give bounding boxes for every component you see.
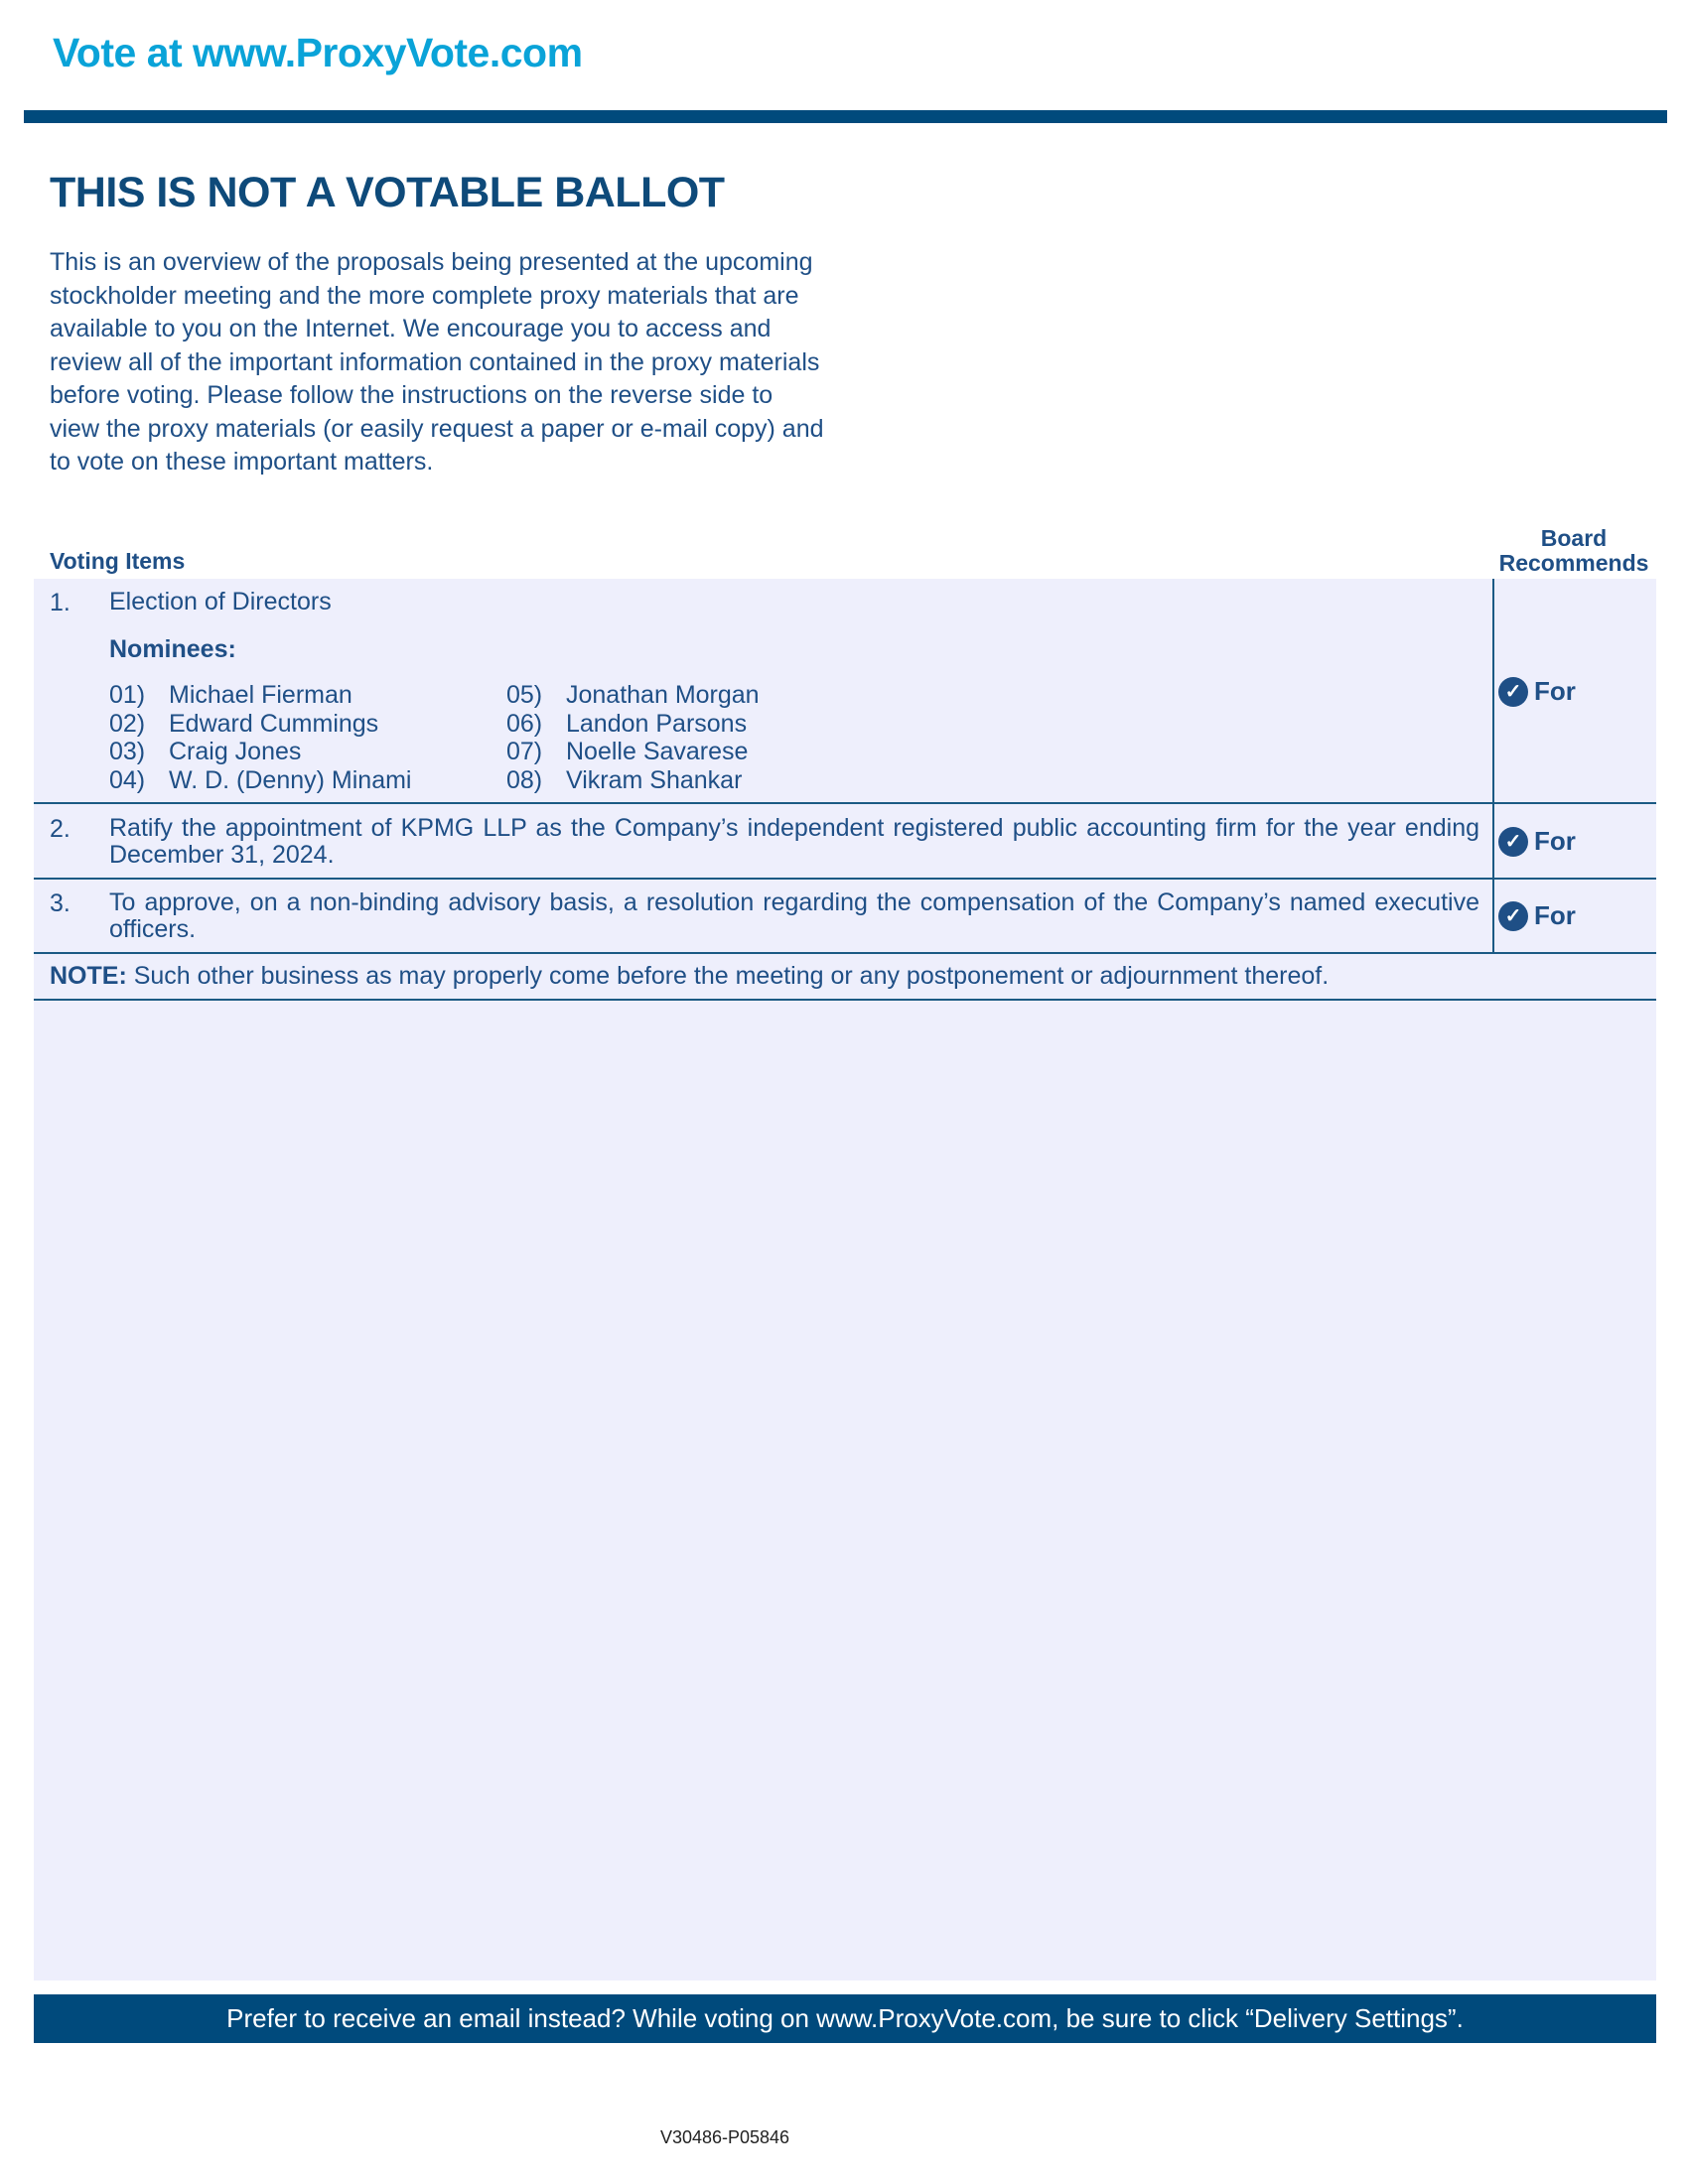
board-label: Board — [1540, 525, 1608, 551]
recommends-label: Recommends — [1498, 550, 1649, 576]
nominee: 05) Jonathan Morgan — [506, 681, 760, 709]
item-number: 2. — [50, 815, 70, 843]
nominee: 06) Landon Parsons — [506, 709, 748, 738]
nominee: 04) W. D. (Denny) Minami — [109, 765, 412, 794]
recommendation: ✓ For — [1498, 826, 1576, 857]
header-divider — [24, 110, 1667, 123]
item-text: Election of Directors — [109, 588, 332, 615]
row-divider — [34, 878, 1656, 880]
intro-paragraph: This is an overview of the proposals being presented at the upcoming stockholder meeting and the more complete proxy materials that are available to you on the Internet. We encourage you to access and review all of the important information contained in the proxy materials before voting. Please follow the instructions on the reverse side to view the proxy materials (or easily request a paper or e-mail copy) and to vote on these important matters. — [50, 248, 824, 476]
row-divider — [34, 952, 1656, 954]
document-code: V30486-P05846 — [659, 2127, 790, 2147]
item-number: 1. — [50, 589, 70, 616]
recommendation: ✓ For — [1498, 900, 1576, 931]
nominee: 03) Craig Jones — [109, 738, 302, 765]
voting-items-header: Voting Items — [50, 548, 186, 574]
nominee: 02) Edward Cummings — [109, 709, 379, 738]
nominees-label: Nominees: — [109, 635, 236, 663]
page-title: THIS IS NOT A VOTABLE BALLOT — [50, 169, 725, 216]
item-text: Ratify the appointment of KPMG LLP as the Company’s independent registered public accounting firm for the year ending December 31, 2024. — [109, 814, 1479, 869]
proxyvote-title: Vote at www.ProxyVote.com — [53, 30, 583, 75]
board-recommends-header — [1484, 526, 1663, 576]
row-divider — [34, 999, 1656, 1001]
delivery-settings-banner: Prefer to receive an email instead? While voting on www.ProxyVote.com, be sure to click “Delivery Settings”. — [34, 1994, 1656, 2043]
checkmark-circle-icon: ✓ — [1498, 677, 1528, 707]
nominee: 08) Vikram Shankar — [506, 765, 743, 794]
item-number: 3. — [50, 889, 70, 917]
note: NOTE: Such other business as may properly come before the meeting or any postponement or adjournment thereof. — [50, 962, 1330, 990]
row-divider — [34, 802, 1656, 804]
nominee-list-left — [109, 681, 411, 794]
checkmark-circle-icon: ✓ — [1498, 901, 1528, 931]
column-divider — [1492, 579, 1494, 953]
nominee-list-right — [506, 681, 760, 794]
checkmark-circle-icon: ✓ — [1498, 827, 1528, 857]
nominee: 07) Noelle Savarese — [506, 738, 749, 765]
item-text: To approve, on a non-binding advisory basis, a resolution regarding the compensation of the Company’s named executive officers. — [109, 888, 1479, 943]
recommendation: ✓ For — [1498, 676, 1576, 707]
nominee: 01) Michael Fierman — [109, 681, 352, 709]
